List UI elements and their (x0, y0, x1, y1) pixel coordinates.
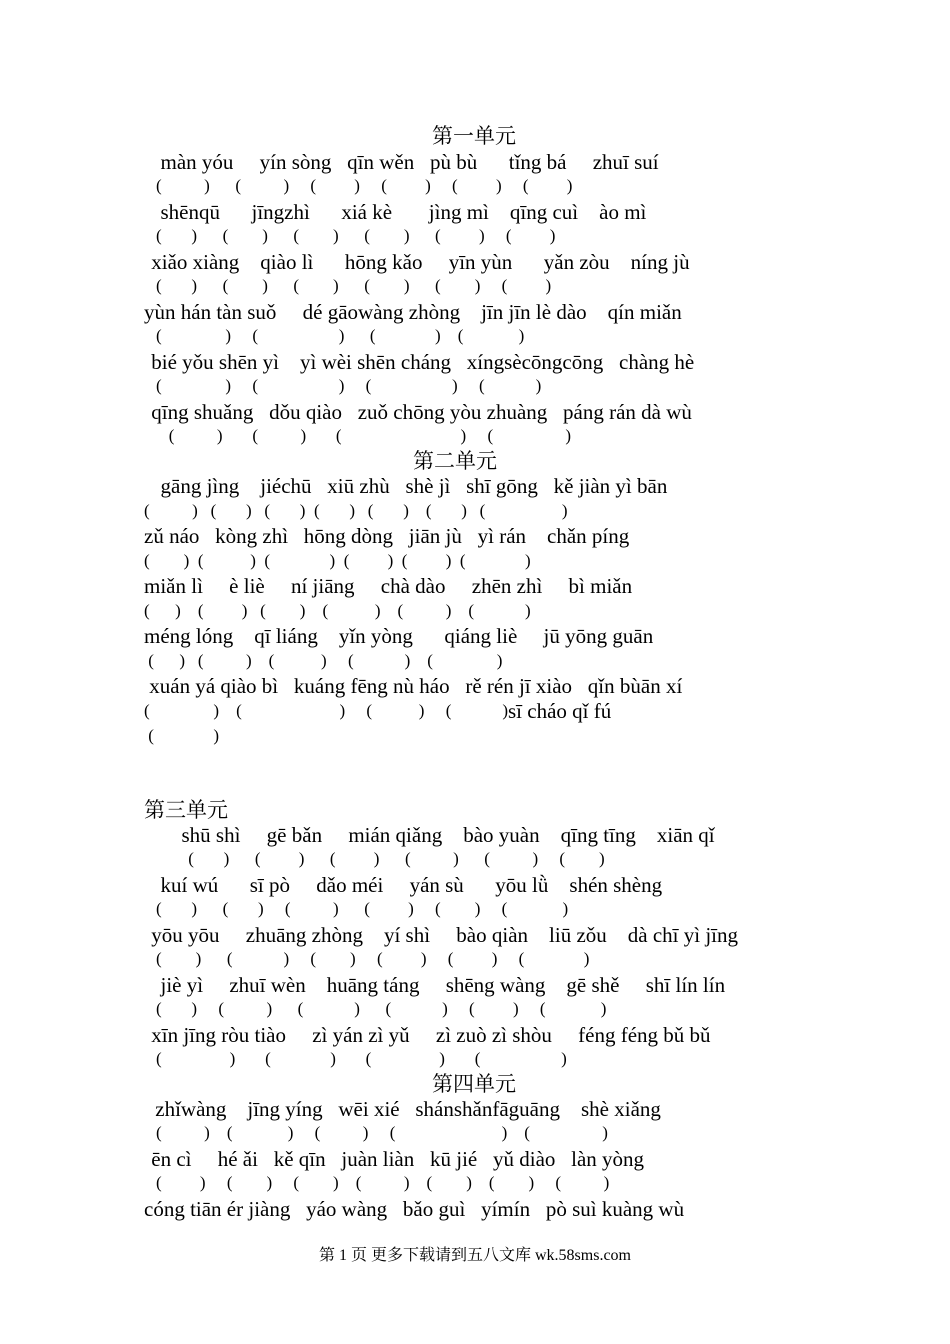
unit-1-pinyin-row: qīng shuǎng dǒu qiào zuǒ chōng yòu zhuàng páng rán dà wù (146, 400, 692, 424)
unit-2-answer-row: ( ) ( ) ( ) ( ) ( ) ( ) (144, 601, 531, 620)
unit-4-answer-row: ( ) ( ) ( ) ( ) ( ) (156, 1123, 608, 1142)
unit-1-pinyin-row: xiǎo xiàng qiào lì hōng kǎo yīn yùn yǎn zòu níng jù (146, 250, 690, 274)
unit-1-pinyin-row: shēnqū jīngzhì xiá kè jìng mì qīng cuì ào mì (150, 200, 647, 224)
unit-2-answer-row: ( ) ( ) ( ) ( ) ( ) ( ) (144, 551, 531, 570)
unit-1-pinyin-row: bié yǒu shēn yì yì wèi shēn cháng xíngsècōngcōng chàng hè (146, 350, 695, 374)
unit-2-extra-pinyin: sī cháo qǐ fú (508, 699, 612, 723)
unit-1-answer-row: ( ) ( ) ( ) ( ) ( ) ( ) (156, 226, 556, 245)
unit-1-title: 第一单元 (432, 124, 516, 148)
unit-4-answer-row: ( ) ( ) ( ) ( ) ( ) ( ) ( ) (156, 1173, 610, 1192)
unit-2-extra-answer: ( ) (144, 726, 220, 745)
unit-3-answer-row: ( ) ( ) ( ) ( ) (156, 1049, 567, 1068)
unit-1-pinyin-row: yùn hán tàn suǒ dé gāowàng zhòng jīn jīn lè dào qín miǎn (144, 300, 682, 324)
unit-3-pinyin-row: kuí wú sī pò dǎo méi yán sù yōu lǜ shén shèng (150, 873, 663, 897)
unit-4-pinyin-row: ēn cì hé ǎi kě qīn juàn liàn kū jié yǔ diào làn yòng (146, 1147, 645, 1171)
unit-4-pinyin-row: zhǐwàng jīng yíng wēi xié shánshǎnfāguāng shè xiǎng (150, 1097, 661, 1121)
unit-2-answer-row: ( ) ( ) ( ) ( ) ( ) (144, 651, 503, 670)
unit-4-title: 第四单元 (432, 1072, 516, 1096)
unit-2-pinyin-row: zǔ náo kòng zhì hōng dòng jiān jù yì rán chǎn píng (144, 524, 630, 548)
unit-1-answer-row: ( ) ( ) ( ) ( ) (156, 426, 572, 445)
unit-2-pinyin-row: xuán yá qiào bì kuáng fēng nù háo rě rén jī xiào qǐn bùān xí (144, 674, 683, 698)
unit-3-answer-row: ( ) ( ) ( ) ( ) ( ) ( ) (156, 999, 607, 1018)
unit-3-pinyin-row: yōu yōu zhuāng zhòng yí shì bào qiàn liū zǒu dà chī yì jīng (146, 923, 738, 947)
unit-1-answer-row: ( ) ( ) ( ) ( ) ( ) ( ) (156, 276, 552, 295)
unit-2-answer-row: ( ) ( ) ( ) ( ) (144, 701, 509, 720)
unit-3-pinyin-row: jiè yì zhuī wèn huāng táng shēng wàng gē shě shī lín lín (150, 973, 726, 997)
unit-1-answer-row: ( ) ( ) ( ) ( ) (156, 376, 542, 395)
unit-2-pinyin-row: méng lóng qī liáng yǐn yòng qiáng liè jū yōng guān (144, 624, 654, 648)
unit-3-answer-row: ( ) ( ) ( ) ( ) ( ) ( ) (156, 899, 569, 918)
unit-2-pinyin-row: miǎn lì è liè ní jiāng chà dào zhēn zhì bì miǎn (144, 574, 633, 598)
unit-4-pinyin-row: cóng tiān ér jiàng yáo wàng bǎo guì yímín pò suì kuàng wù (144, 1197, 685, 1221)
unit-1-answer-row: ( ) ( ) ( ) ( ) ( ) ( ) (156, 176, 573, 195)
unit-3-pinyin-row: shū shì gē bǎn mián qiǎng bào yuàn qīng tīng xiān qǐ (150, 823, 715, 847)
unit-3-answer-row: ( ) ( ) ( ) ( ) ( ) ( ) (156, 949, 590, 968)
unit-1-pinyin-row: màn yóu yín sòng qīn wěn pù bù tǐng bá zhuī suí (150, 150, 659, 174)
unit-1-answer-row: ( ) ( ) ( ) ( ) (156, 326, 525, 345)
unit-2-answer-row: ( ) ( ) ( ) ( ) ( ) ( ) ( ) (144, 501, 568, 520)
unit-3-answer-row: ( ) ( ) ( ) ( ) ( ) ( ) (150, 849, 605, 868)
unit-3-pinyin-row: xīn jīng ròu tiào zì yán zì yǔ zì zuò zì shòu féng féng bǔ bǔ (146, 1023, 711, 1047)
page-footer: 第 1 页 更多下载请到五八文库 wk.58sms.com (318, 1247, 631, 1264)
unit-2-pinyin-row: gāng jìng jiéchū xiū zhù shè jì shī gōng kě jiàn yì bān (150, 474, 668, 498)
unit-2-title: 第二单元 (413, 449, 497, 473)
unit-3-title: 第三单元 (144, 798, 228, 822)
